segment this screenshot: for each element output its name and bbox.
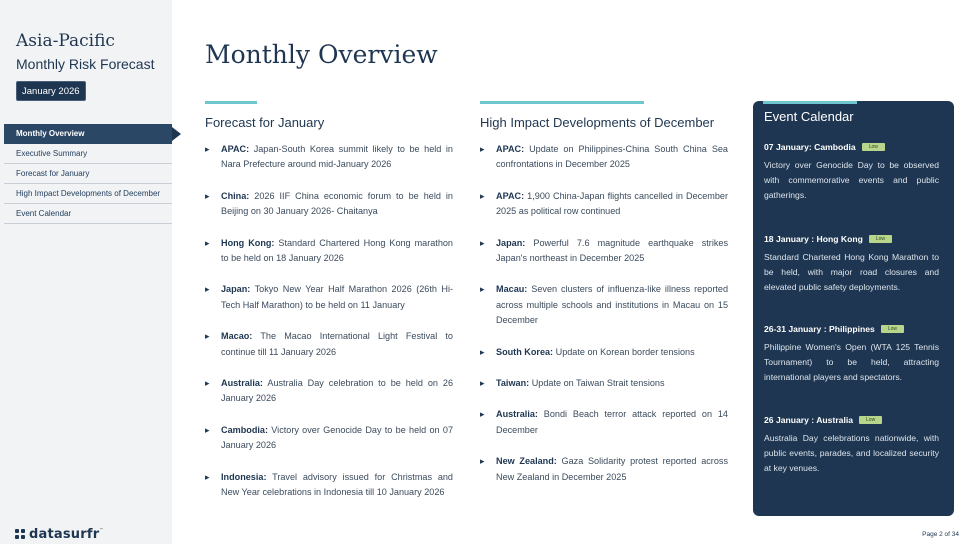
item-label: Hong Kong: (221, 237, 275, 248)
item-label: New Zealand: (496, 456, 557, 467)
list-item (480, 345, 728, 360)
nav-item-executive-summary[interactable]: Executive Summary (4, 144, 172, 164)
item-label: South Korea: (496, 346, 554, 357)
risk-level-badge: Low (862, 143, 885, 151)
logo-text: datasurfr™ (29, 527, 104, 542)
event-description: Victory over Genocide Day to be observed with commemorative events and public gatherings. (764, 160, 939, 201)
calendar-event (764, 142, 939, 204)
nav-item-forecast[interactable]: Forecast for January (4, 164, 172, 184)
list-item (205, 470, 453, 501)
list-item (205, 189, 453, 220)
accent-line (205, 101, 257, 104)
datasurfr-logo (15, 527, 104, 542)
event-description: Australia Day celebrations nationwide, with public events, parades, and localized security at key venues. (764, 433, 939, 474)
list-item (205, 236, 453, 267)
logo-mark-icon (15, 529, 26, 540)
item-label: Taiwan: (496, 378, 530, 389)
item-text: 2026 IIF China economic forum to be held in Beijing on 30 January 2026- Chaitanya (221, 190, 453, 217)
item-text: Australia Day celebration to be held on 26 January 2026 (221, 378, 453, 404)
list-item (480, 142, 728, 173)
item-text: Japan-South Korea summit likely to be held in Nara Prefecture around mid-January 2026 (221, 144, 453, 170)
list-item (205, 376, 453, 407)
forecast-column (205, 101, 453, 501)
item-text: Gaza Solidarity protest reported across New Zealand in December 2025 (496, 456, 728, 482)
item-text: Update on Korean border tensions (553, 346, 695, 357)
calendar-event (764, 415, 939, 477)
calendar-event (764, 324, 939, 386)
item-label: China: (221, 190, 250, 201)
risk-level-badge: Low (869, 235, 892, 243)
event-heading (764, 324, 939, 334)
event-heading (764, 415, 939, 425)
event-calendar-panel (753, 101, 954, 516)
item-label: Japan: (496, 237, 526, 248)
item-label: Macao: (221, 331, 253, 342)
event-date-location: 26 January : Australia (764, 415, 854, 425)
nav-item-event-calendar[interactable]: Event Calendar (4, 204, 172, 224)
list-item (480, 282, 728, 328)
item-text: Travel advisory issued for Christmas and New Year celebrations in Indonesia till 10 January 2026 (221, 471, 453, 498)
item-text: The Macao International Light Festival to continue till 11 January 2026 (221, 331, 453, 357)
item-text: 1,900 China-Japan flights cancelled in December 2025 as political row continued (496, 190, 728, 217)
list-item (480, 236, 728, 267)
item-text: Bondi Beach terror attack reported on 14 December (496, 409, 728, 435)
brand-title: Asia-Pacific (16, 31, 115, 51)
item-text: Victory over Genocide Day to be held on 07 January 2026 (221, 424, 453, 451)
item-label: Macau: (496, 284, 528, 295)
list-item (480, 454, 728, 485)
active-nav-arrow-icon (172, 127, 181, 141)
item-label: Japan: (221, 284, 251, 295)
forecast-title: Forecast for January (205, 115, 325, 130)
developments-list (480, 142, 728, 485)
event-description: Philippine Women's Open (WTA 125 Tennis Tournament) to be held, attracting international players and spectators. (764, 342, 939, 383)
event-calendar-title: Event Calendar (764, 109, 854, 124)
item-label: APAC: (496, 144, 525, 154)
item-text: Update on Taiwan Strait tensions (529, 378, 665, 389)
sidebar-nav (4, 124, 172, 224)
list-item (205, 423, 453, 454)
accent-line (480, 101, 644, 104)
event-date-location: 18 January : Hong Kong (764, 234, 863, 244)
risk-level-badge: Low (881, 325, 904, 333)
item-label: Australia: (221, 378, 263, 389)
list-item (480, 376, 728, 391)
developments-column (480, 101, 728, 485)
list-item (205, 282, 453, 313)
developments-title: High Impact Developments of December (480, 115, 715, 130)
accent-line (763, 101, 857, 104)
item-text: Update on Philippines-China South China Sea confrontations in December 2025 (496, 144, 728, 170)
date-badge: January 2026 (16, 81, 86, 101)
brand-subtitle: Monthly Risk Forecast (16, 56, 155, 72)
event-description: Standard Chartered Hong Kong Marathon to be held, with major road closures and elevated public safety deployments. (764, 252, 939, 293)
event-date-location: 26-31 January : Philippines (764, 324, 875, 334)
list-item (480, 189, 728, 220)
item-label: APAC: (496, 190, 525, 201)
item-label: Cambodia: (221, 424, 268, 435)
forecast-list (205, 142, 453, 501)
calendar-event (764, 234, 939, 296)
item-label: Indonesia: (221, 471, 267, 482)
list-item (205, 142, 453, 173)
event-heading (764, 142, 939, 152)
list-item (205, 329, 453, 360)
item-text: Tokyo New Year Half Marathon 2026 (26th Hi-Tech Half Marathon) to be held on 11 January (221, 284, 453, 310)
event-heading (764, 234, 939, 244)
risk-level-badge: Low (859, 416, 882, 424)
list-item (480, 407, 728, 438)
item-text: Seven clusters of influenza-like illness reported across multiple schools and institutions in Macau on 15 December (496, 284, 728, 326)
item-label: Australia: (496, 409, 538, 420)
sidebar (0, 0, 172, 544)
nav-item-monthly-overview[interactable]: Monthly Overview (4, 124, 172, 144)
event-date-location: 07 January: Cambodia (764, 142, 856, 152)
page-title: Monthly Overview (205, 40, 438, 69)
nav-item-developments[interactable]: High Impact Developments of December (4, 184, 172, 204)
page-number: Page 2 of 34 (922, 531, 959, 538)
item-text: Standard Chartered Hong Kong marathon to be held on 18 January 2026 (221, 237, 453, 264)
item-text: Powerful 7.6 magnitude earthquake strikes Japan's northeast in December 2025 (496, 237, 728, 264)
item-label: APAC: (221, 144, 250, 154)
